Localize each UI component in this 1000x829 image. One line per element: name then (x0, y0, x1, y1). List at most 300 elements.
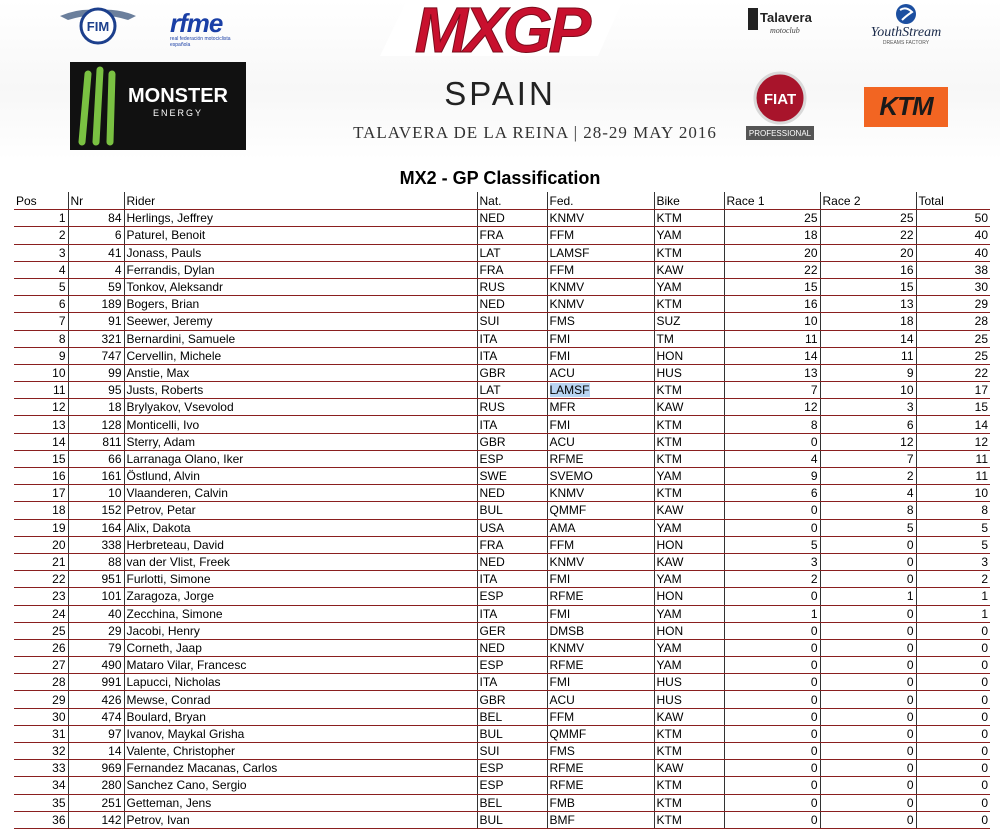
cell-nat (477, 777, 547, 794)
cell-rider-text: Anstie, Max (126, 365, 190, 380)
cell-nat (477, 382, 547, 399)
cell-bike (654, 296, 724, 313)
cell-nr-text: 6 (114, 228, 122, 243)
cell-total (916, 794, 990, 811)
cell-total-text: 5 (981, 520, 988, 535)
cell-pos (14, 278, 68, 295)
table-row (14, 811, 990, 828)
cell-total (916, 261, 990, 278)
cell-race2-text: 8 (906, 503, 914, 518)
cell-rider-text: Corneth, Jaap (126, 640, 202, 655)
cell-race2-text: 0 (906, 537, 914, 552)
cell-nat-text: GBR (479, 365, 506, 380)
table-row (14, 382, 990, 399)
cell-rider (124, 244, 477, 261)
cell-nr-text: 97 (108, 726, 122, 741)
cell-fed-text: QMMF (549, 726, 587, 741)
cell-nat-text: ESP (479, 658, 504, 673)
cell-nr (68, 657, 124, 674)
table-row (14, 244, 990, 261)
cell-fed (547, 519, 654, 536)
cell-race1 (724, 588, 820, 605)
cell-fed (547, 416, 654, 433)
cell-pos-text: 24 (52, 606, 66, 621)
cell-fed-text: KNMV (549, 555, 585, 570)
cell-nat (477, 468, 547, 485)
cell-pos (14, 760, 68, 777)
talavera-logo (748, 6, 812, 36)
cell-pos (14, 553, 68, 570)
cell-rider (124, 278, 477, 295)
cell-rider-text: Sanchez Cano, Sergio (126, 778, 247, 793)
table-row (14, 468, 990, 485)
cell-fed (547, 330, 654, 347)
cell-race1-text: 0 (810, 658, 818, 673)
cell-rider (124, 502, 477, 519)
cell-bike (654, 485, 724, 502)
cell-fed (547, 399, 654, 416)
cell-bike-text: KTM (656, 778, 682, 793)
cell-pos-text: 32 (52, 744, 66, 759)
cell-race2 (820, 313, 916, 330)
classification-title: MX2 - GP Classification (399, 168, 601, 188)
cell-total (916, 382, 990, 399)
cell-rider-text: Brylyakov, Vsevolod (126, 400, 234, 415)
cell-pos-text: 25 (52, 623, 66, 638)
cell-nat-text: ESP (479, 778, 504, 793)
cell-nr-text: 474 (101, 709, 122, 724)
mxgp-logo-text: MXGP (414, 0, 588, 58)
cell-fed (547, 502, 654, 519)
table-row (14, 502, 990, 519)
cell-nr (68, 571, 124, 588)
cell-bike (654, 622, 724, 639)
cell-nat (477, 743, 547, 760)
cell-race2-text: 0 (906, 726, 914, 741)
cell-race2 (820, 347, 916, 364)
cell-rider (124, 777, 477, 794)
cell-nat (477, 553, 547, 570)
cell-total-text: 0 (981, 709, 988, 724)
cell-nat-text: ITA (479, 572, 498, 587)
cell-rider (124, 416, 477, 433)
cell-race2 (820, 364, 916, 381)
cell-pos-text: 22 (52, 572, 66, 587)
cell-race1-text: 13 (804, 365, 818, 380)
youthstream-logo (862, 2, 950, 46)
cell-nat (477, 227, 547, 244)
cell-race1 (724, 450, 820, 467)
cell-bike-text: HON (656, 537, 684, 552)
cell-pos (14, 313, 68, 330)
table-row (14, 674, 990, 691)
cell-pos-text: 3 (58, 245, 66, 260)
cell-total (916, 639, 990, 656)
cell-bike-text: KTM (656, 795, 682, 810)
cell-bike-text: KAW (656, 555, 684, 570)
cell-rider-text: Fernandez Macanas, Carlos (126, 761, 278, 776)
cell-nat-text: ITA (479, 331, 498, 346)
cell-total (916, 433, 990, 450)
header-banner (0, 0, 1000, 160)
cell-nr-text: 251 (101, 795, 122, 810)
cell-pos-text: 5 (58, 280, 66, 295)
cell-pos-text: 26 (52, 640, 66, 655)
cell-total-text: 3 (981, 555, 988, 570)
monster-logo-subtext: ENERGY (152, 108, 204, 118)
cell-race1-text: 3 (810, 555, 818, 570)
cell-bike-text: TM (656, 331, 674, 346)
cell-race1-text: 0 (810, 726, 818, 741)
cell-total-text: 25 (974, 331, 988, 346)
cell-rider-text: Alix, Dakota (126, 520, 191, 535)
cell-rider (124, 536, 477, 553)
table-row (14, 777, 990, 794)
cell-nr (68, 399, 124, 416)
cell-pos-text: 15 (52, 451, 66, 466)
cell-total-text: 0 (981, 726, 988, 741)
table-row (14, 450, 990, 467)
cell-race1-text: 9 (810, 469, 818, 484)
cell-rider (124, 708, 477, 725)
cell-pos (14, 261, 68, 278)
cell-pos (14, 364, 68, 381)
cell-race1 (724, 553, 820, 570)
cell-race1-text: 0 (810, 589, 818, 604)
cell-nr-text: 91 (108, 314, 122, 329)
table-row (14, 760, 990, 777)
cell-fed (547, 657, 654, 674)
cell-race2-text: 5 (906, 520, 914, 535)
cell-race2-text: 15 (900, 280, 914, 295)
cell-race2 (820, 639, 916, 656)
cell-race1 (724, 364, 820, 381)
cell-nr-text: 161 (101, 469, 122, 484)
cell-race2 (820, 227, 916, 244)
cell-rider (124, 399, 477, 416)
cell-total (916, 296, 990, 313)
cell-rider-text: Sterry, Adam (126, 434, 195, 449)
cell-race2 (820, 743, 916, 760)
table-row (14, 725, 990, 742)
table-row (14, 639, 990, 656)
cell-bike-text: YAM (656, 280, 682, 295)
cell-bike-text: KTM (656, 486, 682, 501)
cell-nat (477, 416, 547, 433)
cell-race1 (724, 210, 820, 227)
cell-nat-text: RUS (479, 280, 505, 295)
cell-rider-text: Boulard, Bryan (126, 709, 206, 724)
table-row (14, 519, 990, 536)
cell-bike-text: HUS (656, 675, 682, 690)
cell-fed-text: KNMV (549, 280, 585, 295)
cell-fed-text: KNMV (549, 486, 585, 501)
cell-nr (68, 811, 124, 828)
cell-bike-text: KAW (656, 262, 684, 277)
cell-nr (68, 588, 124, 605)
cell-race1 (724, 416, 820, 433)
cell-fed-text: SVEMO (549, 469, 593, 484)
cell-total (916, 811, 990, 828)
cell-nat-text: FRA (479, 262, 504, 277)
cell-fed (547, 794, 654, 811)
cell-fed (547, 210, 654, 227)
cell-bike (654, 382, 724, 399)
cell-nat-text: GBR (479, 692, 506, 707)
cell-race2-text: 20 (900, 245, 914, 260)
cell-total-text: 40 (974, 245, 988, 260)
cell-rider-text: Zecchina, Simone (126, 606, 223, 621)
cell-rider-text: Jacobi, Henry (126, 623, 200, 638)
table-row (14, 571, 990, 588)
cell-nr (68, 485, 124, 502)
cell-pos (14, 657, 68, 674)
cell-race2-text: 0 (906, 778, 914, 793)
cell-bike-text: YAM (656, 469, 682, 484)
cell-race1 (724, 725, 820, 742)
cell-pos (14, 450, 68, 467)
cell-fed-text: FMB (549, 795, 575, 810)
cell-race1-text: 10 (804, 314, 818, 329)
cell-pos-text: 19 (52, 520, 66, 535)
cell-nr (68, 244, 124, 261)
cell-bike (654, 227, 724, 244)
cell-pos (14, 330, 68, 347)
cell-nr (68, 777, 124, 794)
cell-bike (654, 639, 724, 656)
cell-bike (654, 278, 724, 295)
cell-nr-text: 321 (101, 331, 122, 346)
cell-pos-text: 29 (52, 692, 66, 707)
cell-race1 (724, 227, 820, 244)
cell-bike-text: KAW (656, 761, 684, 776)
cell-total-text: 10 (974, 486, 988, 501)
cell-nr (68, 605, 124, 622)
cell-rider (124, 674, 477, 691)
cell-race2 (820, 536, 916, 553)
cell-race1-text: 20 (804, 245, 818, 260)
cell-race2-text: 0 (906, 606, 914, 621)
talavera-logo-text: Talavera (760, 10, 812, 25)
cell-race2-text: 0 (906, 675, 914, 690)
cell-race1 (724, 622, 820, 639)
cell-race2 (820, 691, 916, 708)
cell-bike (654, 571, 724, 588)
cell-bike (654, 399, 724, 416)
cell-fed (547, 725, 654, 742)
cell-total-text: 5 (981, 537, 988, 552)
cell-nr-text: 164 (101, 520, 122, 535)
cell-nr-text: 811 (102, 434, 122, 449)
cell-fed-text: ACU (549, 434, 575, 449)
cell-nat-text: GER (479, 623, 506, 638)
cell-total-text: 14 (974, 417, 988, 432)
cell-bike (654, 743, 724, 760)
cell-rider (124, 639, 477, 656)
cell-rider (124, 622, 477, 639)
cell-fed (547, 760, 654, 777)
cell-bike-text: HUS (656, 365, 682, 380)
cell-nat-text: ESP (479, 761, 504, 776)
cell-total-text: 0 (981, 675, 988, 690)
cell-bike (654, 760, 724, 777)
cell-fed-text: LAMSF (549, 245, 590, 260)
cell-pos-text: 13 (52, 417, 66, 432)
cell-total-text: 0 (981, 812, 988, 827)
cell-fed (547, 777, 654, 794)
cell-bike (654, 674, 724, 691)
cell-pos-text: 23 (52, 589, 66, 604)
cell-pos-text: 4 (58, 262, 66, 277)
cell-nat-text: ITA (479, 606, 498, 621)
fiat-logo-subtext: PROFESSIONAL (748, 129, 812, 138)
col-header-race1: Race 1 (724, 192, 820, 210)
cell-nr (68, 536, 124, 553)
cell-bike (654, 416, 724, 433)
cell-bike (654, 364, 724, 381)
cell-total-text: 0 (981, 761, 988, 776)
cell-nr (68, 364, 124, 381)
cell-pos-text: 36 (52, 812, 66, 827)
cell-race2-text: 18 (900, 314, 914, 329)
cell-bike-text: SUZ (656, 314, 681, 329)
cell-nat (477, 674, 547, 691)
cell-nr-text: 18 (108, 400, 122, 415)
cell-total-text: 12 (974, 434, 988, 449)
cell-total-text: 40 (974, 228, 988, 243)
cell-rider (124, 794, 477, 811)
cell-race1-text: 25 (804, 211, 818, 226)
cell-race2-text: 0 (906, 744, 914, 759)
cell-total-text: 0 (981, 623, 988, 638)
table-row (14, 691, 990, 708)
cell-race1 (724, 794, 820, 811)
event-venue-date: TALAVERA DE LA REINA | 28-29 MAY 2016 (353, 123, 717, 142)
cell-fed (547, 536, 654, 553)
cell-race1 (724, 777, 820, 794)
cell-total-text: 0 (981, 744, 988, 759)
cell-nat-text: ITA (479, 417, 498, 432)
cell-race2 (820, 210, 916, 227)
cell-race2-text: 7 (906, 451, 914, 466)
cell-race2 (820, 760, 916, 777)
cell-race2-text: 0 (906, 795, 914, 810)
classification-table (14, 192, 990, 829)
cell-fed (547, 639, 654, 656)
cell-bike-text: KTM (656, 451, 682, 466)
cell-total-text: 11 (975, 469, 988, 484)
cell-fed-text: FMI (549, 331, 571, 346)
cell-total-text: 38 (974, 262, 988, 277)
cell-total (916, 725, 990, 742)
cell-fed (547, 691, 654, 708)
cell-nat-text: ITA (479, 675, 498, 690)
cell-pos-text: 30 (52, 709, 66, 724)
cell-pos-text: 2 (58, 228, 66, 243)
cell-pos-text: 28 (52, 675, 66, 690)
cell-nat-text: BUL (479, 812, 503, 827)
cell-nr (68, 210, 124, 227)
cell-race1-text: 0 (810, 503, 818, 518)
cell-total (916, 708, 990, 725)
cell-race1-text: 12 (804, 400, 818, 415)
cell-race1-text: 11 (805, 331, 818, 346)
cell-fed-text: BMF (549, 812, 575, 827)
cell-rider-text: Ivanov, Maykal Grisha (126, 726, 245, 741)
cell-total (916, 210, 990, 227)
cell-nr (68, 708, 124, 725)
cell-nat (477, 450, 547, 467)
cell-pos (14, 536, 68, 553)
cell-nr (68, 674, 124, 691)
cell-race1 (724, 347, 820, 364)
cell-total-text: 0 (981, 778, 988, 793)
cell-fed-text: FMS (549, 744, 575, 759)
cell-pos (14, 485, 68, 502)
cell-nr-text: 128 (101, 417, 122, 432)
cell-nat (477, 657, 547, 674)
cell-fed (547, 278, 654, 295)
cell-pos (14, 605, 68, 622)
cell-nat (477, 502, 547, 519)
cell-race1-text: 0 (810, 640, 818, 655)
mxgp-logo (372, 0, 630, 58)
cell-rider-text: Seewer, Jeremy (126, 314, 213, 329)
cell-race1 (724, 708, 820, 725)
cell-rider-text: Ferrandis, Dylan (126, 262, 215, 277)
cell-rider (124, 760, 477, 777)
cell-fed-text: AMA (549, 520, 576, 535)
cell-bike-text: KTM (656, 297, 682, 312)
table-row (14, 605, 990, 622)
cell-race1-text: 6 (810, 486, 818, 501)
cell-nr (68, 760, 124, 777)
cell-race2-text: 2 (906, 469, 914, 484)
cell-rider (124, 450, 477, 467)
cell-nat (477, 278, 547, 295)
cell-nat-text: NED (479, 211, 505, 226)
cell-nat (477, 261, 547, 278)
monster-logo-text: MONSTER (128, 85, 228, 107)
cell-nat (477, 313, 547, 330)
cell-pos-text: 10 (52, 365, 66, 380)
table-row (14, 278, 990, 295)
youthstream-logo-text: YouthStream (870, 25, 942, 40)
cell-fed-text: KNMV (549, 640, 585, 655)
cell-nr-text: 99 (108, 365, 122, 380)
cell-pos-text: 35 (52, 795, 66, 810)
cell-race1 (724, 639, 820, 656)
cell-fed-text: ACU (549, 365, 575, 380)
cell-total (916, 399, 990, 416)
cell-fed-text: FMI (549, 572, 571, 587)
fim-logo (58, 4, 138, 46)
cell-race2 (820, 553, 916, 570)
cell-bike (654, 433, 724, 450)
cell-race2 (820, 571, 916, 588)
cell-nr-text: 426 (101, 692, 122, 707)
cell-nat (477, 588, 547, 605)
cell-race1 (724, 382, 820, 399)
cell-race2-text: 0 (906, 692, 914, 707)
cell-rider (124, 382, 477, 399)
cell-nr-text: 189 (101, 297, 122, 312)
cell-pos (14, 794, 68, 811)
cell-nat (477, 605, 547, 622)
cell-total-text: 15 (974, 400, 988, 415)
cell-pos (14, 743, 68, 760)
cell-rider (124, 261, 477, 278)
